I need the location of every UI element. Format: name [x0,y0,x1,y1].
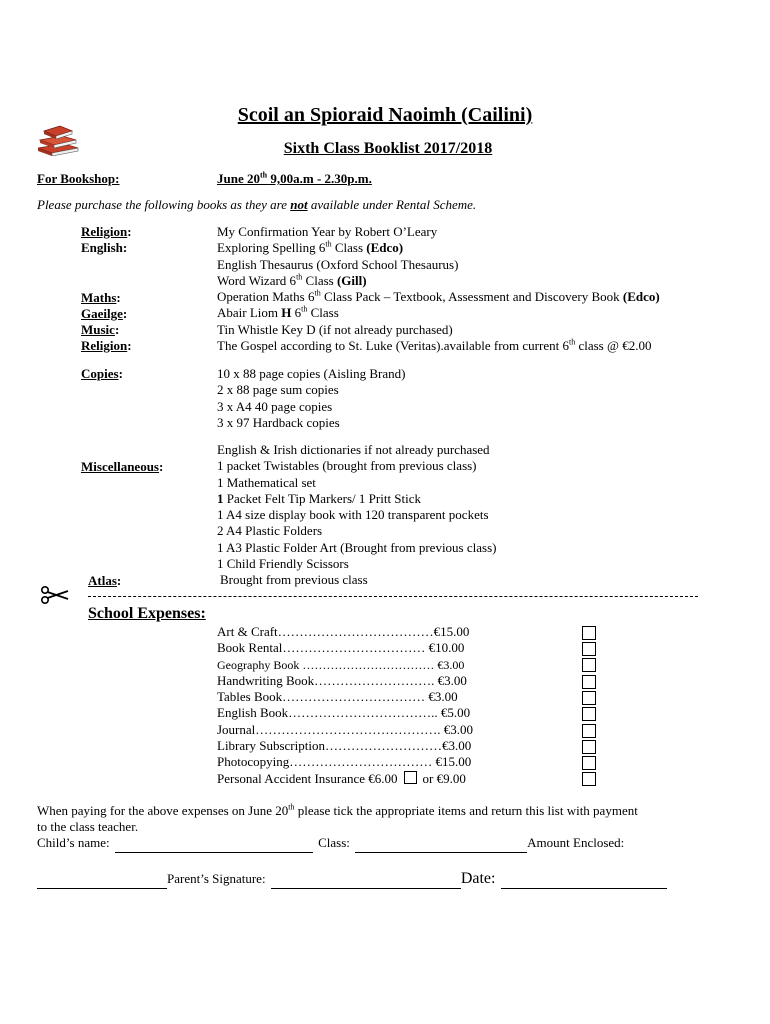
class-field[interactable] [355,835,527,853]
checkbox-handwriting[interactable] [582,675,596,689]
list-item: 2 A4 Plastic Folders [217,523,323,539]
expense-item: Tables Book…………………………… €3.00 [217,689,458,705]
payment-instructions: When paying for the above expenses on June 20th please tick the appropriate items and return this list with payment [37,802,638,818]
expenses-list [217,624,473,787]
copies-list [217,366,405,431]
subject-copies: Copies: [81,366,123,381]
misc-list [217,442,496,589]
expense-item: Book Rental…………………………… €10.00 [217,640,465,656]
subject-gaeilge: Gaeilge: [81,306,128,321]
rental-notice: Please purchase the following books as they are not available under Rental Scheme. [37,197,477,212]
list-item: 1 A4 size display book with 120 transparent pockets [217,507,489,523]
checkbox-photocopying[interactable] [582,756,596,770]
subject-religion: Religion: [81,224,132,239]
subject-music: Music: [81,322,120,337]
checkbox-journal[interactable] [582,724,596,738]
expense-item: Handwriting Book………………………. €3.00 [217,672,467,688]
book-list [217,224,660,354]
list-item: The Gospel according to St. Luke (Veritas).available from current 6th class @ €2.00 [217,337,652,354]
list-item: 1 Child Friendly Scissors [217,556,349,572]
subject-religion-2: Religion: [81,338,132,353]
list-item: 1 packet Twistables (brought from previous class) [217,458,477,474]
subject-maths: Maths: [81,290,121,305]
date-field[interactable] [501,871,667,889]
list-item: 3 x A4 40 page copies [217,398,333,414]
subject-miscellaneous: Miscellaneous: [81,459,164,474]
insurance-checkbox[interactable] [404,771,417,784]
expenses-heading: School Expenses: [88,605,206,622]
list-item: My Confirmation Year by Robert O’Leary [217,224,438,239]
list-item: English Thesaurus (Oxford School Thesaurus) [217,256,459,272]
list-item: Word Wizard 6th Class (Gill) [217,272,367,288]
checkbox-insurance[interactable] [582,772,596,786]
list-item: English & Irish dictionaries if not already purchased [217,442,490,457]
list-item: 1 Packet Felt Tip Markers/ 1 Pritt Stick [217,490,422,506]
list-item: 2 x 88 page sum copies [217,382,339,398]
list-item: 1 Mathematical set [217,474,316,490]
list-item: Tin Whistle Key D (if not already purchased) [217,321,453,337]
list-item: 1 A3 Plastic Folder Art (Brought from previous class) [217,539,497,555]
checkbox-book-rental[interactable] [582,642,596,656]
page-subtitle: Sixth Class Booklist 2017/2018 [283,140,493,157]
cut-line [88,596,698,597]
signature-row: Parent’s Signature: Date: [37,871,667,889]
list-item: Exploring Spelling 6th Class (Edco) [217,239,404,256]
expense-item: Personal Accident Insurance €6.00 or €9.00 [217,770,466,786]
checkbox-geography[interactable] [582,658,596,672]
scissors-icon [40,586,70,604]
expense-item: Library Subscription………………………€3.00 [217,738,472,754]
page-title: Scoil an Spioraid Naoimh (Cailini) [237,104,533,126]
subject-english: English: [81,240,128,255]
child-details-row: Child’s name: Class: Amount Enclosed: [37,835,624,853]
subject-atlas: Atlas: [88,573,122,588]
checkbox-library[interactable] [582,740,596,754]
list-item: Brought from previous class [220,572,368,588]
checkbox-art-craft[interactable] [582,626,596,640]
checkbox-english[interactable] [582,707,596,721]
signature-line[interactable] [37,871,167,889]
expense-item: Geography Book …………………………… €3.00 [217,657,465,672]
child-name-field[interactable] [115,835,313,853]
expense-item: Journal……………………………………. €3.00 [217,721,474,737]
list-item: Abair Liom H 6th Class [217,305,339,321]
signature-field[interactable] [271,871,461,889]
list-item: 3 x 97 Hardback copies [217,414,340,430]
list-item: 10 x 88 page copies (Aisling Brand) [217,366,406,381]
expense-item: English Book…………………………….. €5.00 [217,705,471,721]
expense-item: Photocopying…………………………… €15.00 [217,754,472,770]
checkbox-tables[interactable] [582,691,596,705]
expense-item: Art & Craft………………………………€15.00 [217,624,470,639]
bookshop-label: For Bookshop: [37,171,120,186]
bookshop-date: June 20th 9,00a.m - 2.30p.m. [217,170,372,186]
payment-instructions-2: to the class teacher. [37,819,139,834]
list-item: Operation Maths 6th Class Pack – Textbook, Assessment and Discovery Book (Edco) [217,288,660,305]
